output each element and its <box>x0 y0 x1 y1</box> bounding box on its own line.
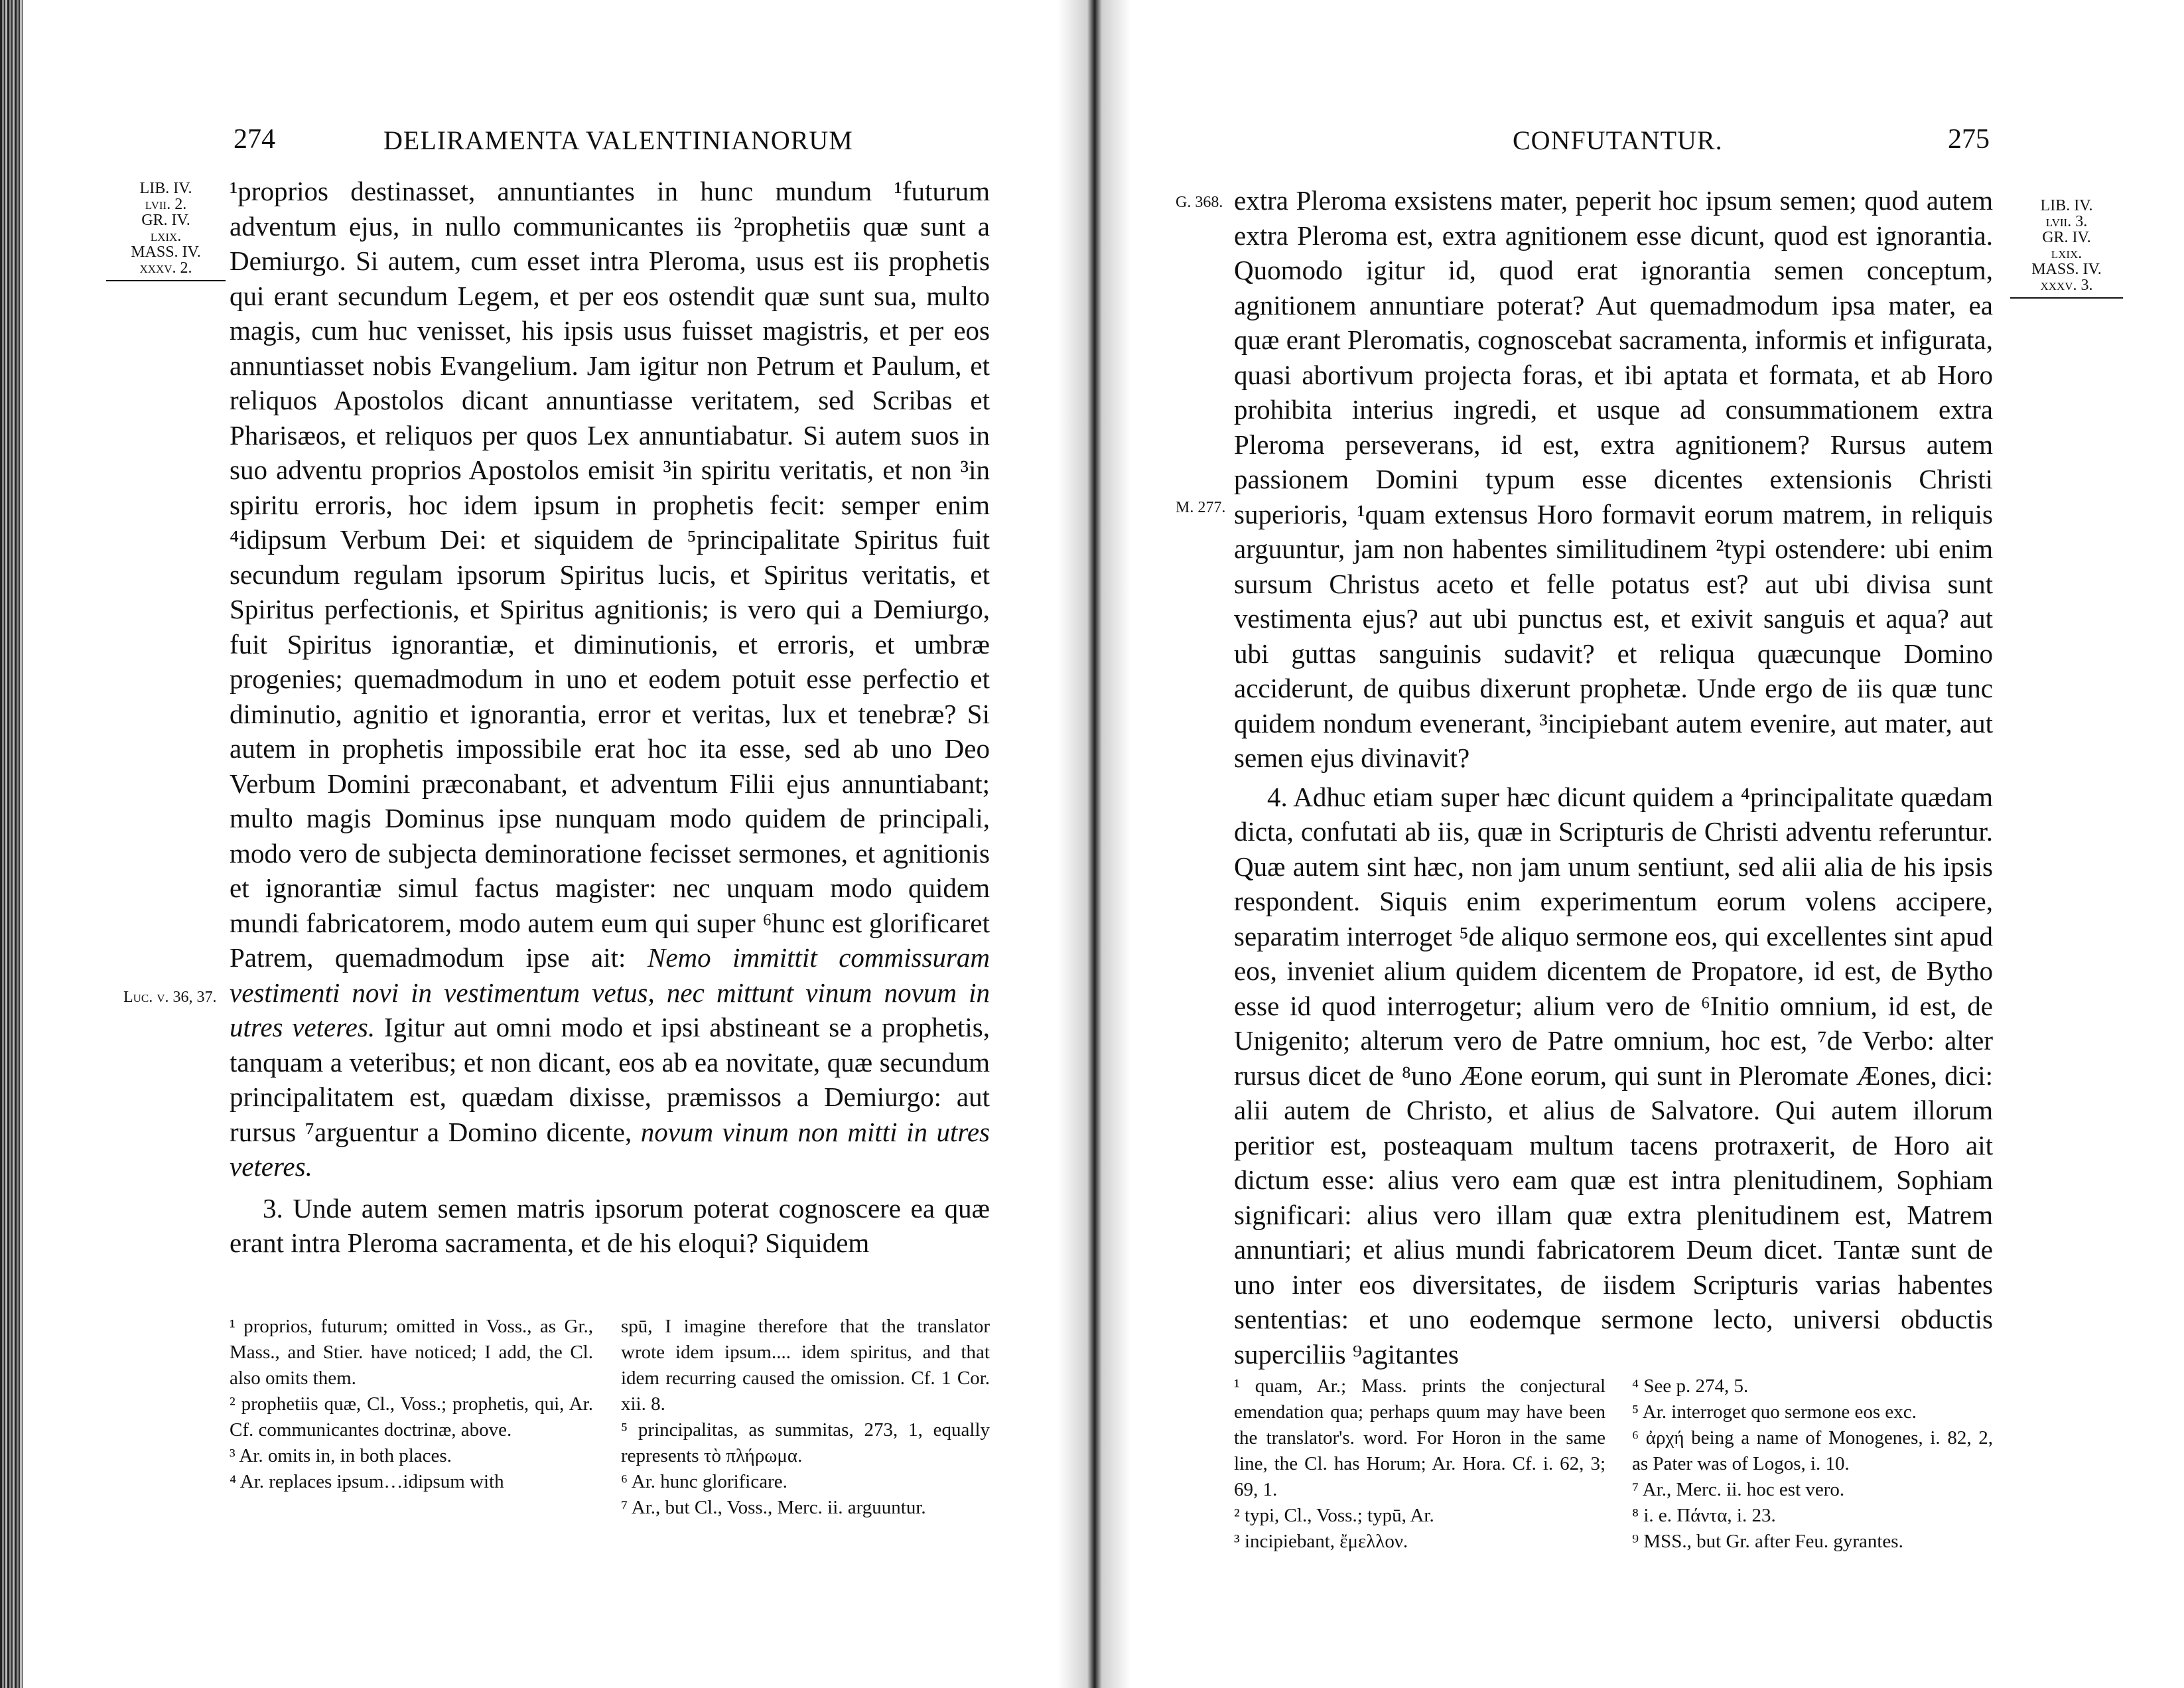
margin-reference-right <box>2010 198 2123 299</box>
footnote: ⁷ Ar., Merc. ii. hoc est vero. <box>1632 1479 1845 1500</box>
footnote: ⁶ ἀρχή being a name of Monogenes, i. 82, 2, as Pater was of Logos, i. 10. <box>1632 1427 1993 1474</box>
footnote: ³ incipiebant, ἔμελλον. <box>1234 1531 1408 1552</box>
text-paragraph: ¹proprios destinasset, annuntiantes in hunc mundum ¹futurum adventum ejus, in nullo communicantes iis ²prophetiis quæ sunt a Demiurgo. Si autem, cum esset intra Pleroma, usus est iis prophetis qui erant secundum Legem, et per eos ostendit quæ sunt sua, multo magis, cum huc venisset, his ipsis usus fuisset magistris, et per eos annuntiasset nobis Evangelium. Jam igitur non Petrum et Paulum, et reliquos Apostolos dicant annuntiasse veritatem, sed Scribas et Pharisæos, et reliquos per quos Lex annuntiabatur. Si autem suos in suo adventu proprios Apostolos emisit ³in spiritu veritatis, et non ³in spiritu erroris, hoc idem ipsum in prophetis fecit: semper enim ⁴idipsum Verbum Dei: et siquidem de ⁵principalitate Spiritus fuit secundum regulam ipsorum Spiritus lucis, et Spiritus veritatis, et Spiritus perfectionis, et Spiritus agnitionis; is vero qui a Demiurgo, fuit Spiritus ignorantiæ, et diminutionis, et erroris, et umbræ progenies; quemadmodum in uno et eodem potuit esse perfectio et diminutio, agnitio et ignorantia, error et veritas, lux et tenebræ? Si autem in prophetis impossibile erat hoc ita esse, sed ab uno Deo Verbum Domini præconabant, et adventum Filii ejus annuntiabant; multo magis Dominus ipse nunquam modo quidem de principali, modo vero de subjecta deminoratione fecisset sermones, et agnitionis et ignorantiæ simul factus magister: nec unquam modo quidem mundi fabricatorem, modo autem eum qui super ⁶hunc est glorificaret Patrem, quemadmodum ipse ait: <box>230 176 990 973</box>
text-paragraph: extra Pleroma exsistens mater, peperit hoc ipsum semen; quod autem extra Pleroma est, extra agnitionem esse dicunt, quod est ignorantia. Quomodo igitur id, quod erat ignorantia semen conceptum, agnitionem annuntiare poterat? Aut quemadmodum ipsa mater, ea quæ erant Pleromatis, cognoscebat sacramenta, informis et infigurata, quasi abortivum projecta foras, et ibi aptata et formata, et ab Horo prohibita interius ingredi, et usque ad consummationem extra Pleroma perseverans, id est, extra agnitionem? Rursus autem passionem Domini typum esse dicentes extensionis Christi superioris, ¹quam extensus Horo formavit eorum matrem, in reliquis arguuntur, jam non habentes similitudinem ²typi ostendere: ubi enim sursum Christus aceto et felle potatus est? aut ubi divisa sunt vestimenta ejus? aut ubi punctus est, et exivit sanguis et aqua? aut ubi guttas sanguinis sudavit? et reliqua quæcunque Domino acciderunt, de quibus dixerunt prophetæ. Unde ergo de iis quæ tunc quidem nondum evenerant, ³incipiebant autem evenire, aut mater, aut semen ejus divinavit? <box>1234 185 1993 773</box>
footnote: ⁴ Ar. replaces ipsum…idipsum with <box>230 1471 504 1492</box>
margin-ref-line: lvii. 2. <box>145 196 187 213</box>
footnote: spū, I imagine therefore that the translator wrote idem ipsum.... idem spiritus, and that idem recurring caused the omission. Cf. 1 Cor. xii. 8. <box>621 1316 990 1415</box>
main-text-left <box>230 174 990 1261</box>
book-edge <box>0 0 23 1688</box>
margin-ref-line: MASS. IV. <box>131 244 201 261</box>
right-page <box>1092 0 2184 1688</box>
margin-ref-line: GR. IV. <box>2042 229 2091 246</box>
footnote: ⁵ principalitas, as summitas, 273, 1, equally represents τὸ πλήρωμα. <box>621 1419 990 1466</box>
footnote-column <box>230 1314 593 1495</box>
book-gutter <box>1058 0 1131 1688</box>
margin-ref-line: lxix. <box>2051 245 2082 262</box>
footnote: ⁸ i. e. Πάντα, i. 23. <box>1632 1505 1776 1526</box>
margin-ref-line: lvii. 3. <box>2045 213 2088 230</box>
page-number-right: 275 <box>1948 124 1990 155</box>
footnote-column <box>621 1314 990 1521</box>
text-paragraph: Igitur aut omni modo et ipsi abstineant se a prophetis, tanquam a veteribus; et non dicant, eos ab ea novitate, quæ secundum principalitatem est, quædam dixisse, præmissos a Demiurgo: aut rursus ⁷arguentur a Domino dicente, <box>230 1012 990 1147</box>
footnote: ³ Ar. omits in, in both places. <box>230 1445 452 1466</box>
text-paragraph: 3. Unde autem semen matris ipsorum poterat cognoscere ea quæ erant intra Pleroma sacramenta, et de his eloqui? Siquidem <box>230 1192 990 1258</box>
side-note-m: M. 277. <box>1176 499 1226 516</box>
footnote: ¹ quam, Ar.; Mass. prints the conjectural emendation qua; perhaps quum may have been the translator's. word. For Horon in the same line, the Cl. has Horum; Ar. Hora. Cf. i. 62, 3; 69, 1. <box>1234 1375 1605 1500</box>
margin-ref-rule <box>2010 297 2123 299</box>
margin-ref-line: MASS. IV. <box>2031 261 2102 278</box>
margin-ref-line: LIB. IV. <box>2040 197 2093 214</box>
margin-ref-line: lxix. <box>150 228 182 245</box>
footnote: ⁷ Ar., but Cl., Voss., Merc. ii. arguuntur. <box>621 1497 926 1518</box>
side-note-luc: Luc. v. 36, 37. <box>123 989 217 1006</box>
margin-ref-line: LIB. IV. <box>139 180 192 197</box>
margin-ref-line: xxxv. 3. <box>2040 277 2093 294</box>
footnote: ⁶ Ar. hunc glorificare. <box>621 1471 787 1492</box>
page-number-left: 274 <box>234 124 275 155</box>
main-text-right <box>1234 183 1993 1372</box>
footnote-column <box>1234 1373 1605 1555</box>
running-header-right: CONFUTANTUR. <box>1513 125 1723 155</box>
footnote: ² typi, Cl., Voss.; typū, Ar. <box>1234 1505 1434 1526</box>
footnote: ¹ proprios, futurum; omitted in Voss., as Gr., Mass., and Stier. have noticed; I add, the Cl. also omits them. <box>230 1316 593 1389</box>
margin-ref-line: GR. IV. <box>141 212 190 229</box>
scripture-quote: Nemo immittit commissuram vestimenti novi in vestimentum vetus, nec mittunt vinum novum in utres veteres. <box>230 942 990 1042</box>
margin-ref-line: xxxv. 2. <box>139 259 192 277</box>
footnote-column <box>1632 1373 1993 1555</box>
margin-reference-left <box>106 180 226 281</box>
footnote: ² prophetiis quæ, Cl., Voss.; prophetis, qui, Ar. Cf. communicantes doctrinæ, above. <box>230 1393 593 1441</box>
footnote: ⁹ MSS., but Gr. after Feu. gyrantes. <box>1632 1531 1903 1552</box>
footnote: ⁵ Ar. interroget quo sermone eos exc. <box>1632 1401 1917 1423</box>
footnote: ⁴ See p. 274, 5. <box>1632 1375 1749 1397</box>
running-header-left: DELIRAMENTA VALENTINIANORUM <box>383 125 853 155</box>
side-note-g: G. 368. <box>1176 194 1223 211</box>
text-paragraph: 4. Adhuc etiam super hæc dicunt quidem a ⁴principalitate quædam dicta, confutati ab iis, quæ in Scripturis de Christi adventu referuntur. Quæ autem sint hæc, non jam unum sentiunt, sed alii alia de his ipsis respondent. Siquis enim experimentum eorum volens accipere, separatim interroget ⁵de aliquo sermone eos, qui excellentes sint apud eos, inveniet alium quidem dicentem de Propatore, id est, de Bytho esse id quod interrogetur; alium vero de ⁶Initio omnium, id est, de Unigenito; alterum vero de Patre omnium, hoc est, ⁷de Verbo: alter rursus dicet de ⁸uno Æone eorum, qui sunt in Pleromate Æones, dici: alii autem de Christo, et alius de Salvatore. Qui autem illorum peritior est, posteaquam multum tacens protraxerit, de Horo ait dictum esse: alius vero eam quæ est intra plenitudinem, Sophiam significari: alius vero illam quæ extra plenitudinem est, Matrem annuntiari; et alius mundi fabricatorem Deum dicet. Tantæ sunt de uno inter eos diversitates, de iisdem Scripturis varias habentes sententias: et uno eodemque sermone lecto, universi obductis superciliis ⁹agitantes <box>1234 781 1993 1370</box>
margin-ref-rule <box>106 280 226 281</box>
scripture-quote: novum vinum non mitti in utres veteres. <box>230 1116 990 1182</box>
